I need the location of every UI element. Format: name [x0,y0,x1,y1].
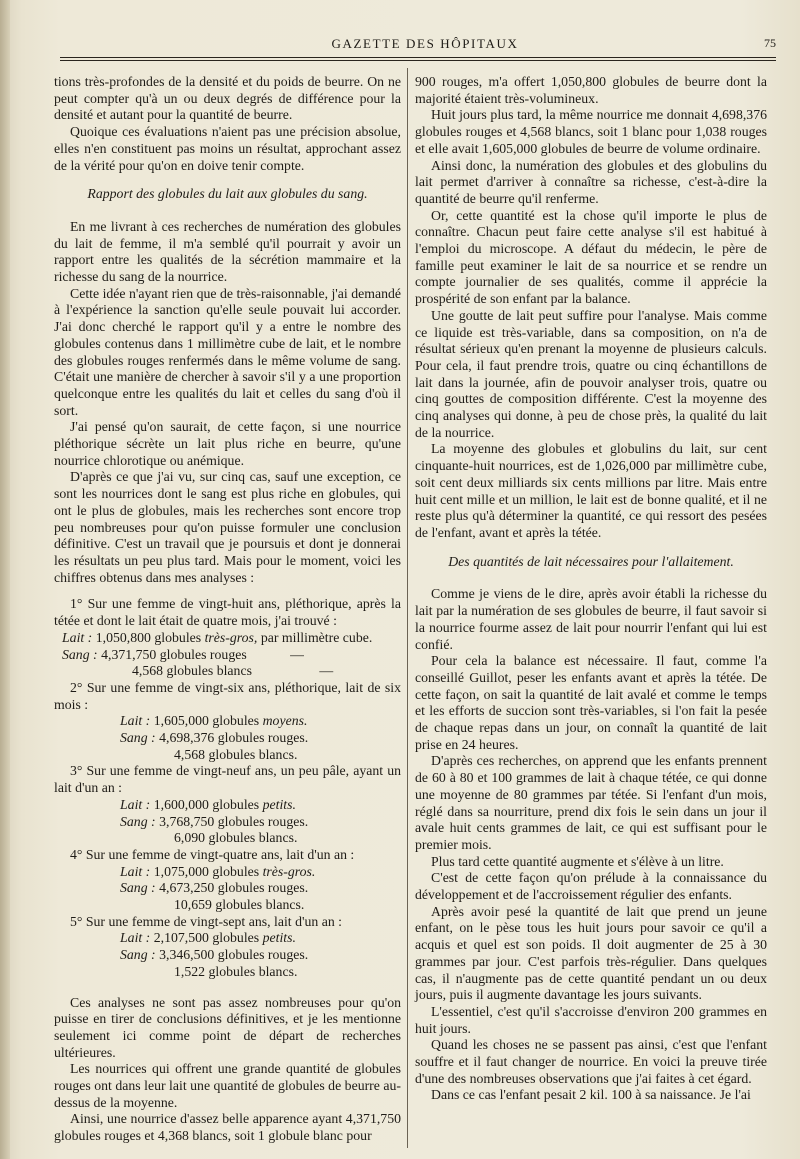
header-rule-double [60,60,776,61]
blood-label: Sang : [120,813,156,829]
milk-label: Lait : [120,863,151,879]
paragraph: Les nourrices qui offrent une grande quantité de globules rouges ont dans leur lait une quantité de globules de beurre au-dessus de la moyenne. [54,1061,401,1110]
case-3 [54,763,401,847]
milk-quality: petits. [262,796,296,812]
ditto-mark: — [290,646,304,662]
blood-white-line [54,830,401,847]
milk-quality: moyens. [262,713,308,729]
case-intro: 4° Sur une femme de vingt-quatre ans, lait d'un an : [70,846,355,862]
milk-value: 1,075,000 globules [153,863,260,879]
paragraph: Ainsi, une nourrice d'assez belle apparence ayant 4,371,750 globules rouges et 4,368 blancs, soit 1 globule blanc pour [54,1111,401,1144]
blood-red-line [54,814,401,831]
red-cells-value: 4,371,750 globules rouges [101,646,247,662]
section-heading: Des quantités de lait nécessaires pour l'allaitement. [448,553,734,569]
blood-white-line [54,897,401,914]
case-intro: 5° Sur une femme de vingt-sept ans, lait d'un an : [70,913,343,929]
blood-white-line [54,663,401,680]
paragraph: D'après ce que j'ai vu, sur cinq cas, sauf une exception, ce sont les nourrices dont le sang est plus riche en globules, qui ont le plus de globules, mais les recherches sont encore trop peu nombreuses pour qu'on puisse formuler une conclusion définitive. C'est un travail que je poursuis et dont je donnerai les résultats un peu plus tard. Mais pour le moment, voici les chiffres obtenus dans mes analyses : [54,469,401,585]
milk-value: 1,050,800 globules [95,629,202,645]
left-column [54,74,401,1145]
blood-label: Sang : [62,646,98,662]
paragraph: 900 rouges, m'a offert 1,050,800 globules de beurre dont la majorité étaient très-volumineux. [415,74,767,106]
paragraph: Quand les choses ne se passent pas ainsi, c'est que l'enfant souffre et il faut changer de nourrice. En voici la preuve tirée d'une des nombreuses observations que j'ai faites à cet égard. [415,1037,767,1086]
paragraph: L'essentiel, c'est qu'il s'accroisse d'environ 200 grammes en huit jours. [415,1003,767,1036]
case-intro: 1° Sur une femme de vingt-huit ans, pléthorique, après la tétée et dont le lait était de quatre mois, j'ai trouvé : [54,596,401,629]
white-cells-value: 1,522 globules blancs. [174,963,298,979]
red-cells-value: 4,698,376 globules rouges. [159,730,309,746]
paragraph: Quoique ces évaluations n'aient pas une précision absolue, elles n'en constituent pas moins un résultat, approchant assez de la vérité pour qu'on en doive tenir compte. [54,124,401,173]
case-2 [54,680,401,764]
white-cells-value: 6,090 globules blancs. [174,830,298,846]
milk-label: Lait : [120,796,151,812]
paragraph: En me livrant à ces recherches de numération des globules du lait de femme, il m'a semblé qu'il pourrait y avoir un rapport entre les qualités de la sécrétion mammaire et la richesse du sang de la nourrice. [54,218,401,285]
running-title: GAZETTE DES HÔPITAUX [331,36,519,51]
paragraph: Or, cette quantité est la chose qu'il importe le plus de connaître. Chacun peut faire cette analyse s'il est habitué à l'emploi du microscope. A défaut du médecin, le père de famille peut examiner le lait de sa nourrice et se rendre un compte journalier de ses qualités, comme il apprécie la prospérité de son enfant par la balance. [415,207,767,307]
blood-red-line [54,880,401,897]
page-header [60,36,780,58]
paragraph: Ces analyses ne sont pas assez nombreuses pour qu'on puisse en tirer de conclusions définitives, et je les mentionne seulement ici comme point de départ de recherches ultérieures. [54,994,401,1060]
case-intro: 3° Sur une femme de vingt-neuf ans, un peu pâle, ayant un lait d'un an : [54,763,401,796]
blood-red-line [54,730,401,747]
blood-label: Sang : [120,880,156,896]
milk-line [54,797,401,814]
paragraph: Dans ce cas l'enfant pesait 2 kil. 100 à sa naissance. Je l'ai [431,1087,751,1103]
milk-unit: par millimètre cube. [260,629,373,645]
white-cells-value: 10,659 globules blancs. [174,897,305,913]
milk-line [54,930,401,947]
paragraph: J'ai pensé qu'on saurait, de cette façon, si une nourrice pléthorique sécrète un lait plus riche en beurre, qu'une nourrice chlorotique ou anémique. [54,419,401,468]
milk-quality: très-gros. [262,863,316,879]
red-cells-value: 3,346,500 globules rouges. [159,947,309,963]
milk-quality: petits. [262,930,296,946]
red-cells-value: 3,768,750 globules rouges. [159,813,309,829]
red-cells-value: 4,673,250 globules rouges. [159,880,309,896]
paragraph: Ainsi donc, la numération des globules et des globulins du lait permet d'arriver à connaître sa richesse, c'est-à-dire la quantité de beurre qu'il renferme. [415,157,767,206]
paragraph: Comme je viens de le dire, après avoir établi la richesse du lait par la numération de ses globules de beurre, il faut savoir si la nourrice fourme assez de lait pour nourrir l'enfant qui lui est confié. [415,586,767,652]
paragraph: C'est de cette façon qu'on prélude à la connaissance du développement et de l'accroissement régulier des enfants. [415,870,767,903]
paragraph: Une goutte de lait peut suffire pour l'analyse. Mais comme ce liquide est très-variable, dans sa composition, on n'a de résultat sérieux qu'en prenant la moyenne de plusieurs calculs. Pour cela, il faut prendre trois, quatre ou cinq échantillons de lait dans la journée, afin de pouvoir analyser trois, quatre ou cinq gouttes de composition différente. C'est la moyenne des cinq analyses qui donne, à peu de chose près, la qualité du lait de la nourrice. [415,307,767,440]
milk-line [54,713,401,730]
binding-edge [0,0,10,1159]
milk-value: 1,600,000 globules [153,796,260,812]
paragraph: La moyenne des globules et globulins du lait, sur cent cinquante-huit nourrices, est de 1,026,000 par millimètre cube, soit cent deux milliards six cents millions par litre. Mais entre huit cent mille et un million, le lait est de bonne qualité, et il ne reste plus qu'à déterminer la quantité, ce qui ressort des pesées de l'enfant, avant et après la tétée. [415,441,767,540]
blood-white-line [54,747,401,764]
milk-value: 1,605,000 globules [153,713,260,729]
white-cells-value: 4,568 globules blancs [132,663,252,679]
case-4 [54,847,401,914]
ditto-mark: — [319,663,334,679]
paragraph: Pour cela la balance est nécessaire. Il faut, comme l'a conseillé Guillot, peser les enfants avant et après la tétée. De cette façon, on sait la quantité de lait avalé et comme le temps et les efforts de succion sont très-variables, si l'on fait la pesée de chaque repas dans un jour, on connaît la quantité de lait prise en 24 heures. [415,653,767,752]
column-divider [407,68,408,1148]
milk-quality: très-gros, [204,629,258,645]
blood-red-line [54,647,401,664]
milk-line [54,864,401,881]
milk-value: 2,107,500 globules [153,930,260,946]
paragraph: Cette idée n'ayant rien que de très-raisonnable, j'ai demandé à l'expérience la sanction qu'elle seule pouvait lui accorder. J'ai donc cherché le rapport qu'il y a entre le nombre des globules contenus dans 1 millimètre cube de lait, et le nombre des globules rouges renfermés dans le même volume de sang. C'était une manière de chercher à savoir s'il y a une proportion quelconque entre les qualités du lait et celles du sang d'où il sort. [54,285,401,418]
paragraph: D'après ces recherches, on apprend que les enfants prennent de 60 à 80 et 100 grammes de lait à chaque tétée, ce qui donne une moyenne de 80 grammes par tétée. Si l'enfant d'un mois, réglé dans sa nourriture, prend dix fois le sein dans un jour il avale huit cents grammes de lait, ce qui est suffisant pour le premier mois. [415,753,767,852]
white-cells-value: 4,568 globules blancs. [174,746,298,762]
header-rule [60,57,776,58]
milk-label: Lait : [62,629,93,645]
milk-label: Lait : [120,713,151,729]
section-heading: Rapport des globules du lait aux globules du sang. [87,186,368,202]
case-intro: 2° Sur une femme de vingt-six ans, pléthorique, lait de six mois : [54,679,401,712]
spacer [54,981,401,995]
blood-label: Sang : [120,730,156,746]
paragraph: tions très-profondes de la densité et du poids de beurre. On ne peut compter qu'à un ou deux degrés de différence pour la densité et autant pour la quantité de beurre. [54,74,401,123]
blood-white-line [54,964,401,981]
case-5 [54,914,401,981]
paragraph: Huit jours plus tard, la même nourrice me donnait 4,698,376 globules rouges et 4,568 blancs, soit 1 blanc pour 1,038 rouges et elle avait 1,605,000 globules de beurre de volume ordinaire. [415,107,767,156]
case-1 [54,596,401,680]
blood-label: Sang : [120,947,156,963]
right-column [415,74,767,1104]
milk-line [54,630,401,647]
paragraph: Après avoir pesé la quantité de lait que prend un jeune enfant, on le pèse tous les huit jours pour savoir ce qu'il a acquis et quel est son poids. Il doit augmenter de 25 à 30 grammes par jour. C'est parfois très-régulier. Dans quelques cas, il n'augmente pas de cette quantité pendant un ou deux jours, puis il augmente davantage les jours suivants. [415,903,767,1003]
paragraph: Plus tard cette quantité augmente et s'élève à un litre. [431,853,724,869]
blood-red-line [54,947,401,964]
milk-label: Lait : [120,930,151,946]
page-number: 75 [764,36,776,50]
